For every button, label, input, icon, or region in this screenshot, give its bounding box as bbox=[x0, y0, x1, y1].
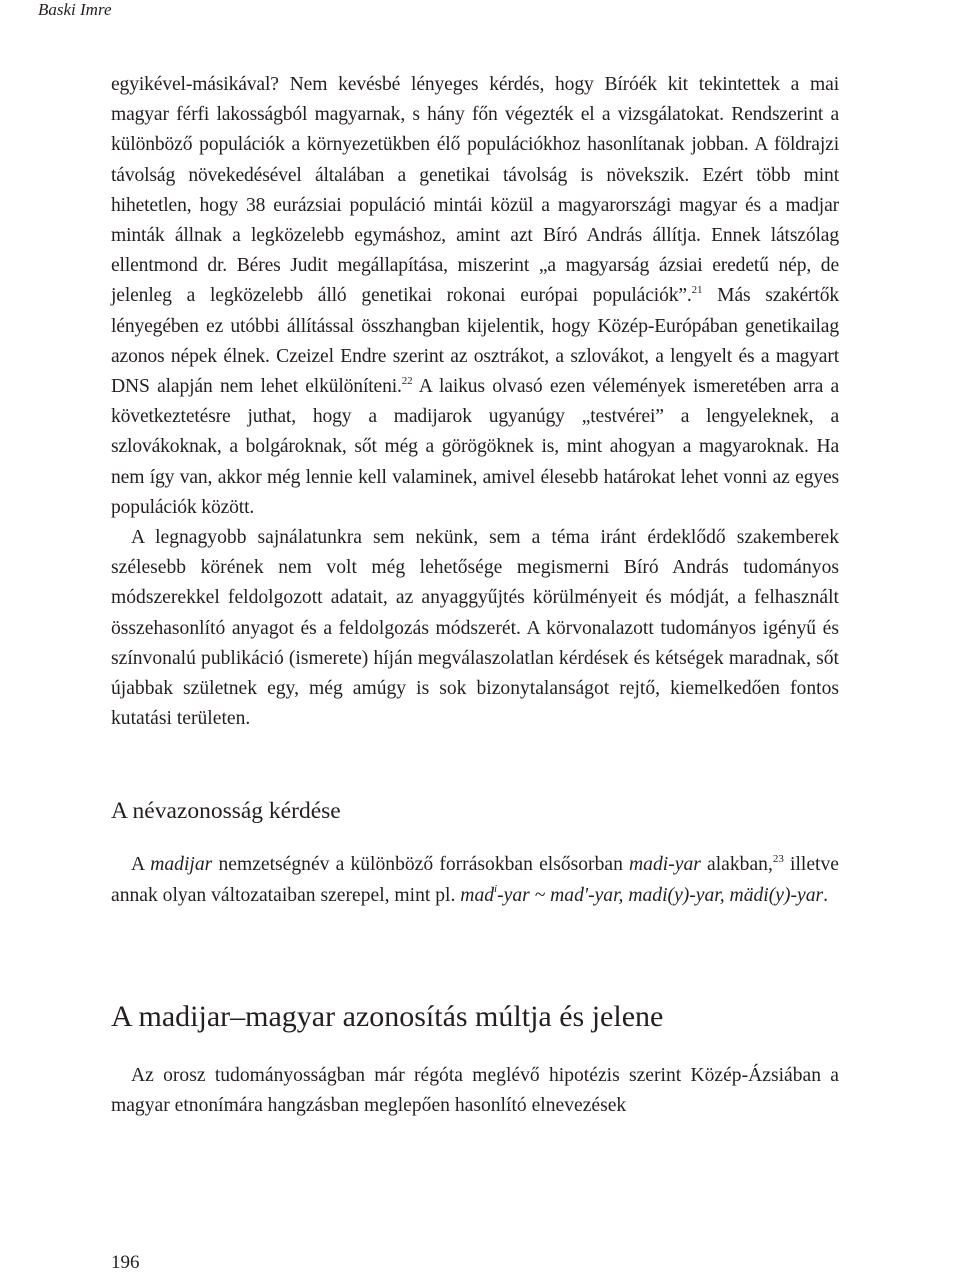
term-madi-yar: madi-yar bbox=[629, 854, 701, 876]
body-text bbox=[111, 70, 839, 1121]
paragraph-genetics bbox=[111, 70, 839, 523]
footnote-ref-23[interactable]: 23 bbox=[772, 852, 784, 865]
term-variants bbox=[460, 885, 823, 906]
paragraph-madijar-forms bbox=[111, 850, 839, 910]
paragraph-publication: A legnagyobb sajnálatunkra sem nekünk, sem a téma iránt érdeklődő szakemberek szélesebb körének nem volt még lehetősége megismerni Bíró András tudományos módszerekkel feldolgozott adatait, az anyaggyűjtés körülményeit és módját, a felhasznált összehasonlító anyagot és a feldolgozás módszerét. A körvonalazott tudományos igényű és színvonalú publikáció (ismerete) híján megválaszolatlan kérdések és kétségek maradnak, sőt újabbak születnek egy, még amúgy is sok bizonytalanságot rejtő, kiemelkedően fontos kutatási területen. bbox=[111, 527, 839, 730]
paragraph-text: . bbox=[823, 884, 829, 906]
main-heading-madijar-magyar: A madijar–magyar azonosítás múltja és jelene bbox=[111, 999, 664, 1033]
section-heading-name-identity: A névazonosság kérdése bbox=[111, 798, 341, 825]
paragraph-text: Más szakértők lényegében ez utóbbi állítással összhangban kijelentik, hogy Közép-Európában genetikailag azonos népek élnek. Czeizel Endre szerint az osztrákot, a szlovákot, a lengyelt és a magyart DNS alapján nem lehet elkülöníteni. bbox=[111, 285, 839, 398]
running-head: Baski Imre bbox=[38, 0, 112, 19]
term-variant-part: -yar ~ mad'-yar, madi(y)-yar, mädi(y)-yar bbox=[497, 884, 824, 906]
paragraph-russian-hypothesis: Az orosz tudományosságban már régóta meglévő hipotézis szerint Közép-Ázsiában a magyar etnonímára hangzásban meglepően hasonlító elnevezések bbox=[111, 1064, 839, 1117]
term-madijar: madijar bbox=[150, 854, 213, 876]
paragraph-text: illetve annak olyan változataiban szerepel, mint pl. bbox=[111, 854, 839, 906]
page-number: 196 bbox=[111, 1252, 140, 1273]
term-variant-superscript: i bbox=[494, 883, 498, 896]
paragraph-text: egyikével-másikával? Nem kevésbé lényeges kérdés, hogy Bíróék kit tekintettek a mai magyar férfi lakosságból magyarnak, s hány főn végezték el a vizsgálatokat. Rendszerint a különböző populációk a környezetükben élő populációkhoz hasonlítanak jobban. A földrajzi távolság növekedésével általában a genetikai távolság is növekszik. Ezért több mint hihetetlen, hogy 38 eurázsiai populáció mintái közül a magyarországi magyar és a madjar minták állnak a legközelebb egymáshoz, amint azt Bíró András állítja. Ennek látszólag ellentmond dr. Béres Judit megállapítása, miszerint „a magyarság ázsiai eredetű nép, de jelenleg a legközelebb álló genetikai rokonai európai populációk”. bbox=[111, 74, 839, 307]
term-variant-part: mad bbox=[460, 884, 495, 906]
paragraph-text: alakban, bbox=[700, 854, 773, 876]
paragraph-text: nemzetségnév a különböző forrásokban elsősorban bbox=[212, 854, 630, 876]
paragraph-text: A bbox=[131, 854, 151, 876]
paragraph-text: A laikus olvasó ezen vélemények ismeretében arra a következtetésre juthat, hogy a madijarok ugyanúgy „testvérei” a lengyeleknek, a szlovákoknak, a bolgároknak, sőt még a görögöknek is, mint ahogyan a magyaroknak. Ha nem így van, akkor még lennie kell valaminek, amivel élesebb határokat lehet vonni az egyes populációk között. bbox=[111, 376, 840, 518]
footnote-ref-22[interactable]: 22 bbox=[401, 374, 413, 387]
footnote-ref-21[interactable]: 21 bbox=[691, 283, 703, 296]
